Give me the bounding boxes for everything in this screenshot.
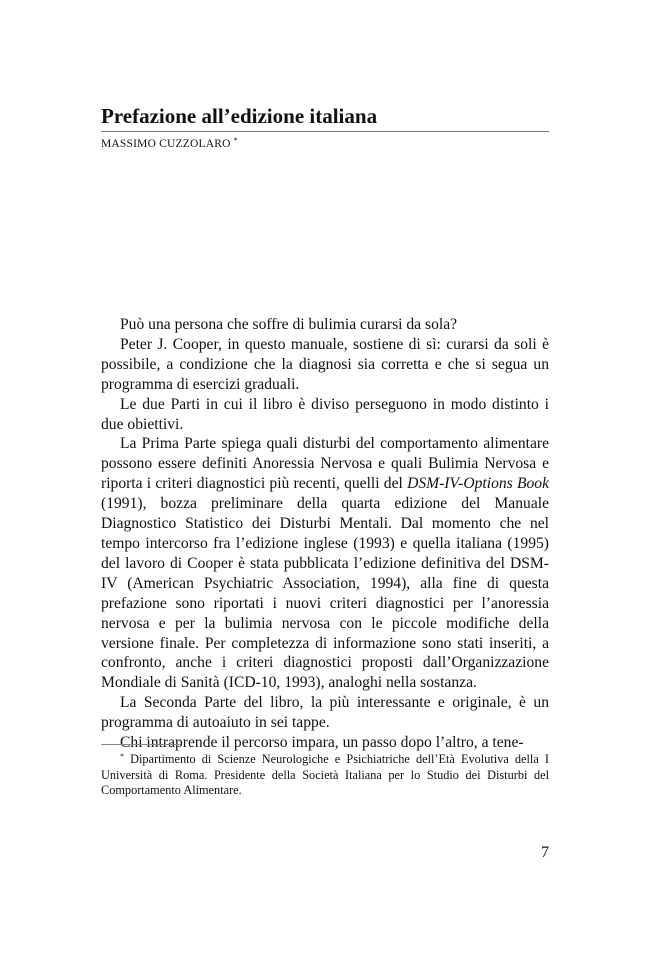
paragraph-4-part-1: La Prima Parte spiega quali disturbi del comportamento alimentare possono essere definiti Anoressia Nervosa e quali Bulimia Nervosa e riporta i criteri diagnostici più recenti, quelli del	[101, 435, 549, 493]
paragraph-4	[101, 434, 549, 693]
author-name: MASSIMO CUZZOLARO	[101, 138, 231, 150]
paragraph-5: La Seconda Parte del libro, la più interessante e originale, è un programma di autoaiuto in sei tappe.	[101, 694, 549, 732]
paragraph-1: Può una persona che soffre di bulimia curarsi da sola?	[120, 316, 458, 333]
author-line	[101, 137, 238, 151]
page-number: 7	[541, 844, 549, 861]
paragraph-4-part-2: (1991), bozza preliminare della quarta edizione del Manuale Diagnostico Statistico dei Disturbi Mentali. Dal momento che nel tempo intercorso fra l’edizione inglese (1993) e quella italiana (1995) del lavoro di Cooper è stata pubblicata l’edizione definitiva del DSM-IV (American Psychiatric Association, 1994), alla fine di questa prefazione sono riportati i nuovi criteri diagnostici per l’anoressia nervosa e per la bulimia nervosa con le piccole modifiche della versione finale. Per completezza di informazione sono stati inseriti, a confronto, anche i criteri diagnostici proposti dall’Organizzazione Mondiale di Sanità (ICD-10, 1993), analoghi nella sostanza.	[101, 495, 549, 692]
paragraph-6: Chi intraprende il percorso impara, un passo dopo l’altro, a tene-	[120, 734, 524, 752]
footnote	[101, 752, 549, 799]
footnote-mark: *	[120, 752, 124, 761]
paragraph-3: Le due Parti in cui il libro è diviso perseguono in modo distinto i due obiettivi.	[101, 395, 549, 433]
footnote-rule	[101, 744, 181, 745]
body-text	[101, 315, 549, 753]
footnote-text: Dipartimento di Scienze Neurologiche e Psichiatriche dell’Età Evolutiva della I Università di Roma. Presidente della Società Italiana per lo Studio dei Disturbi del Comportamento Alimentare.	[101, 752, 549, 798]
page-title: Prefazione all’edizione italiana	[101, 104, 378, 128]
title-rule	[101, 131, 549, 132]
author-footnote-mark: *	[233, 136, 238, 145]
paragraph-2: Peter J. Cooper, in questo manuale, sostiene di sì: curarsi da soli è possibile, a condizione che la diagnosi sia corretta e che si segua un programma di esercizi graduali.	[101, 335, 549, 393]
dsm-options-book-title: DSM-IV-Options Book	[407, 475, 549, 493]
